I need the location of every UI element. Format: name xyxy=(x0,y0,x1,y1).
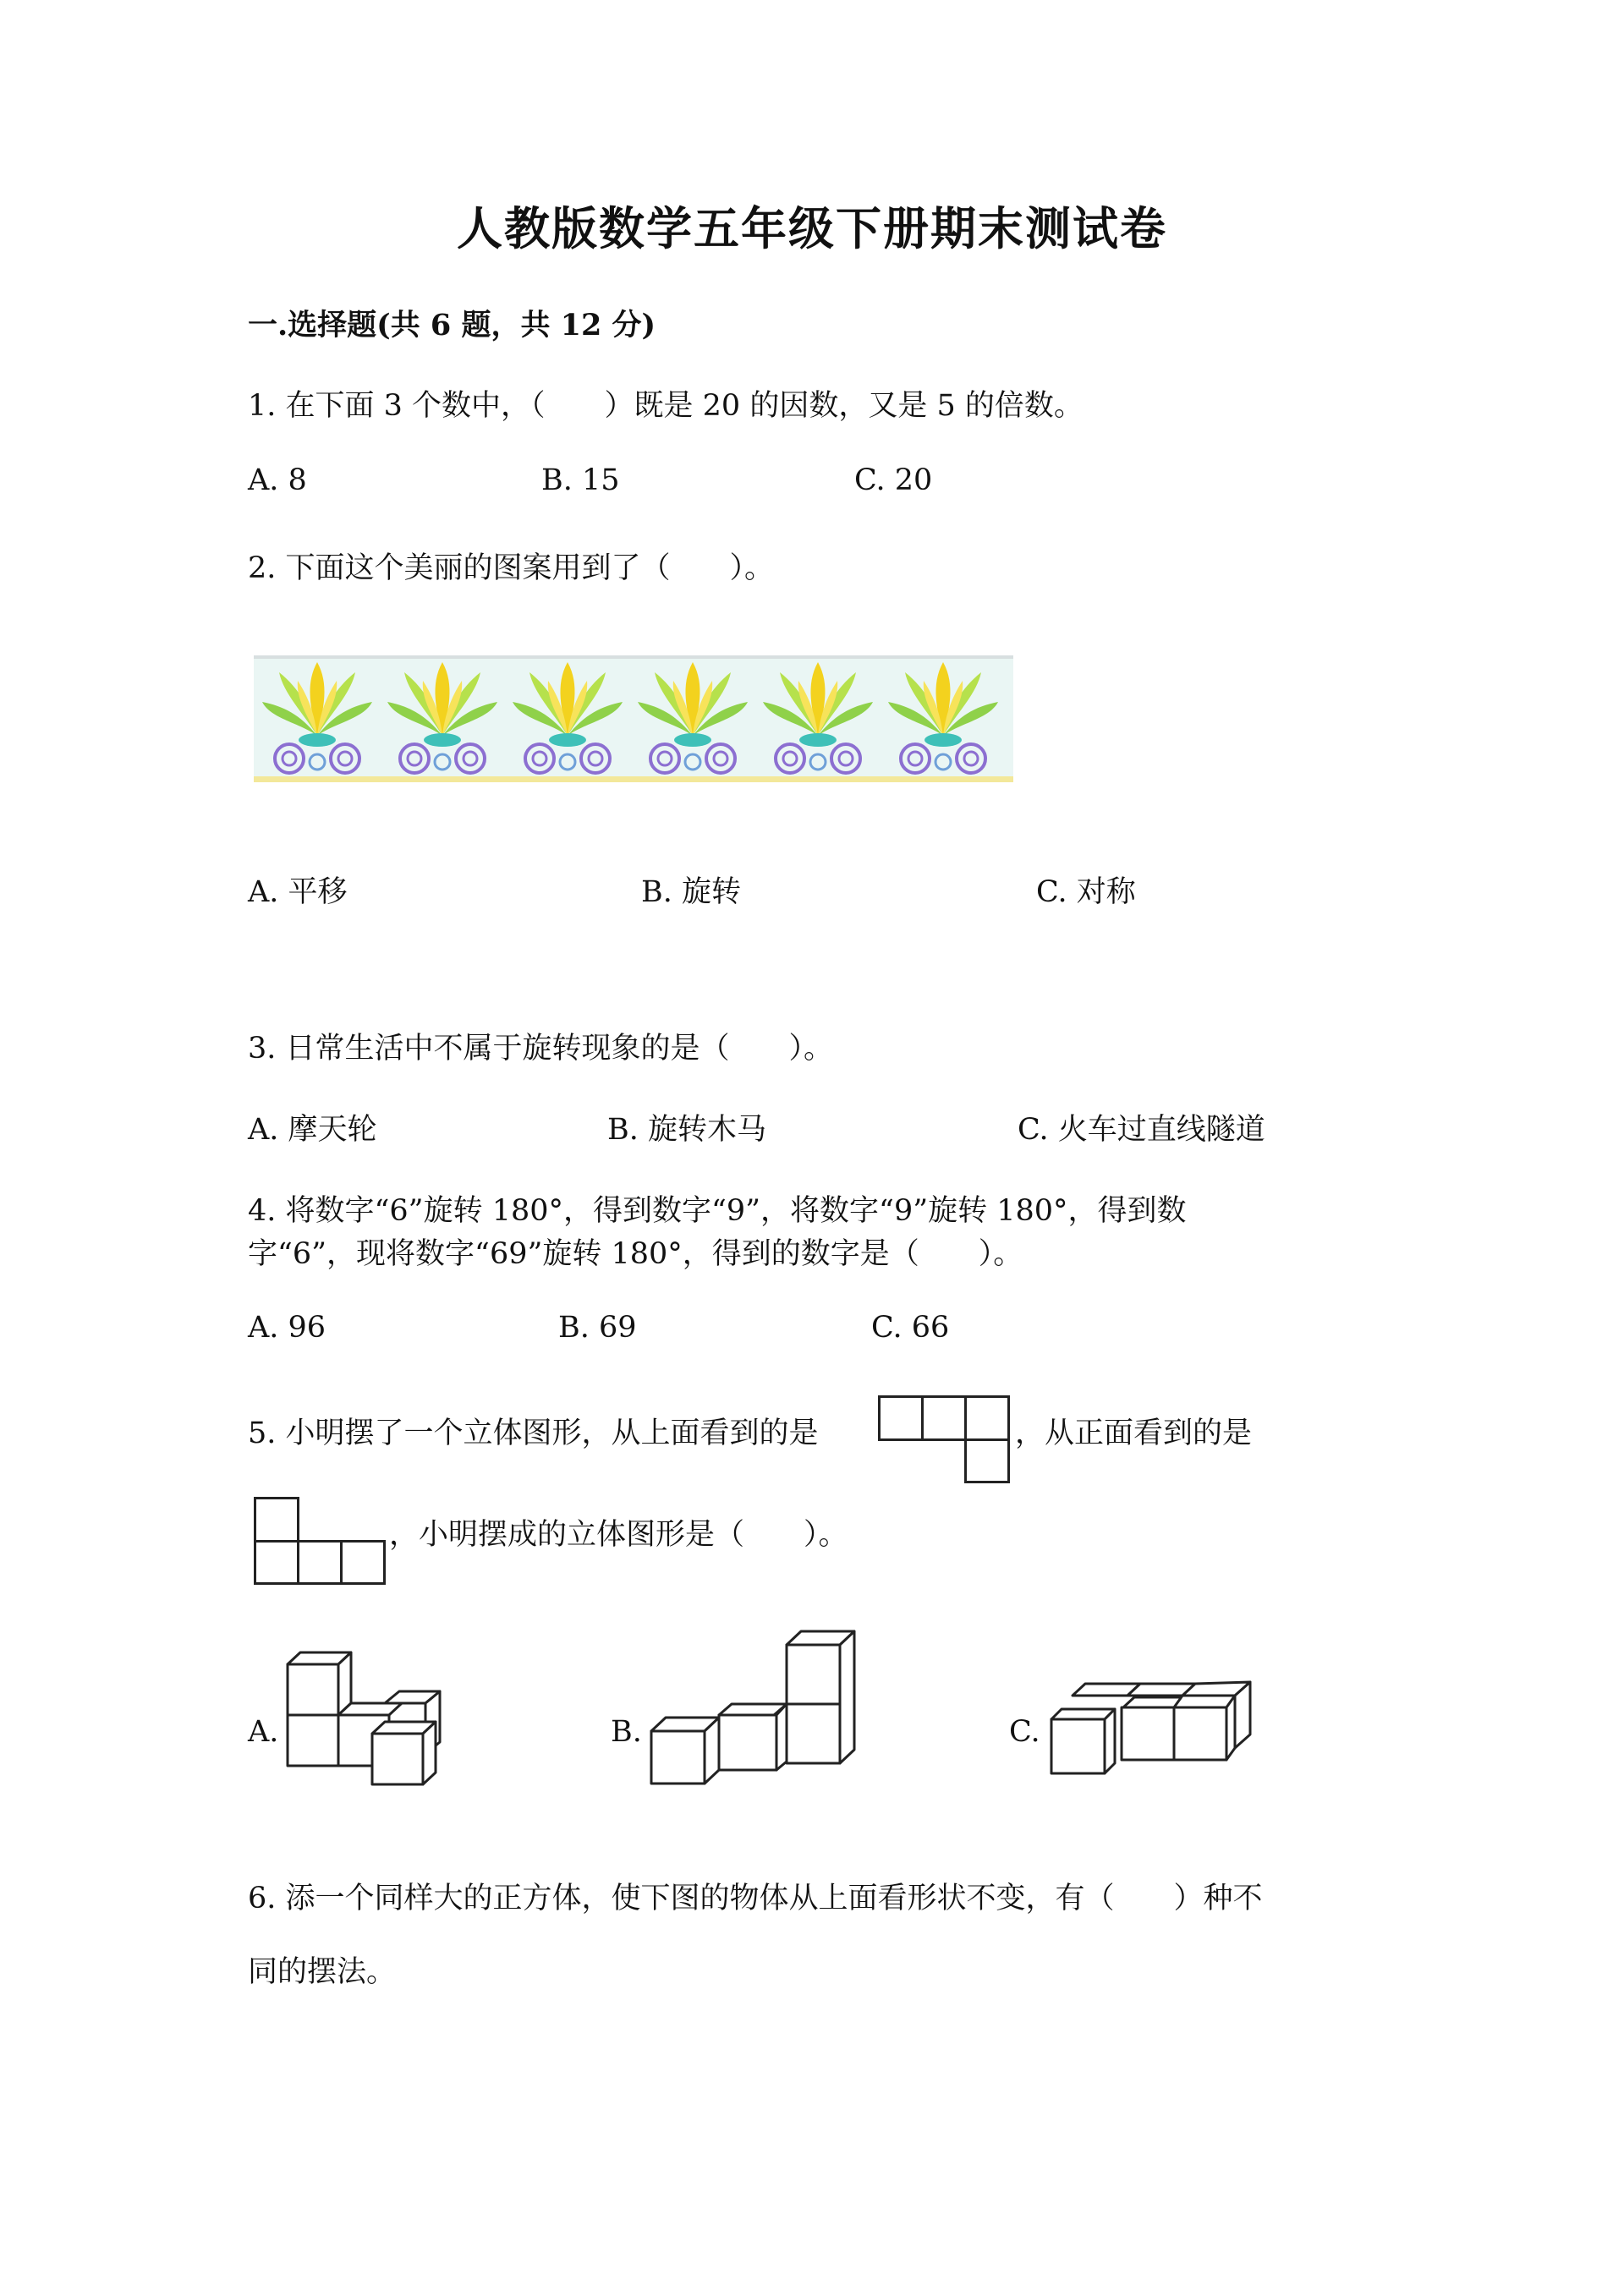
question-4-stem-line2: 字“6”，现将数字“69”旋转 180°，得到的数字是（ ）。 xyxy=(248,1237,1023,1271)
question-5-stem-part2: ，从正面看到的是 xyxy=(1015,1417,1253,1450)
q1-option-c: C. 20 xyxy=(854,463,933,497)
q2-option-c: C. 对称 xyxy=(1036,875,1136,909)
q4-option-b: B. 69 xyxy=(558,1311,637,1345)
section-heading: 一.选择题(共 6 题，共 12 分) xyxy=(248,308,656,342)
q5-option-c-figure xyxy=(1047,1679,1254,1793)
q5-option-b-label: B. xyxy=(611,1715,642,1749)
q5-option-c-label: C. xyxy=(1009,1715,1040,1749)
q5-option-a-label: A. xyxy=(248,1715,279,1749)
question-6-stem-line1: 6. 添一个同样大的正方体，使下图的物体从上面看形状不变，有（ ）种不 xyxy=(248,1882,1263,1915)
q4-option-c: C. 66 xyxy=(871,1311,950,1345)
question-2-stem: 2. 下面这个美丽的图案用到了（ ）。 xyxy=(248,551,775,585)
decorative-pattern-image xyxy=(254,655,1013,782)
question-1-stem: 1. 在下面 3 个数中，（ ）既是 20 的因数，又是 5 的倍数。 xyxy=(248,389,1084,423)
q3-option-a: A. 摩天轮 xyxy=(248,1113,377,1147)
q5-option-b-figure xyxy=(647,1628,859,1797)
q3-option-b: B. 旋转木马 xyxy=(607,1113,766,1147)
question-3-stem: 3. 日常生活中不属于旋转现象的是（ ）。 xyxy=(248,1032,834,1066)
q5-option-a-figure xyxy=(283,1649,465,1795)
q1-option-a: A. 8 xyxy=(248,463,307,497)
page-title: 人教版数学五年级下册期末测试卷 xyxy=(457,201,1167,255)
q2-option-b: B. 旋转 xyxy=(641,875,741,909)
q3-option-c: C. 火车过直线隧道 xyxy=(1018,1113,1265,1147)
q4-option-a: A. 96 xyxy=(248,1311,326,1345)
q1-option-b: B. 15 xyxy=(541,463,620,497)
front-view-figure xyxy=(254,1497,386,1585)
question-5-stem-part1: 5. 小明摆了一个立体图形，从上面看到的是 xyxy=(248,1417,819,1450)
question-4-stem-line1: 4. 将数字“6”旋转 180°，得到数字“9”，将数字“9”旋转 180°，得到数 xyxy=(248,1194,1187,1228)
question-5-stem-part3: ，小明摆成的立体图形是（ ）。 xyxy=(389,1518,848,1552)
q2-option-a: A. 平移 xyxy=(248,875,348,909)
top-view-figure xyxy=(878,1395,1010,1483)
question-6-stem-line2: 同的摆法。 xyxy=(248,1955,397,1989)
